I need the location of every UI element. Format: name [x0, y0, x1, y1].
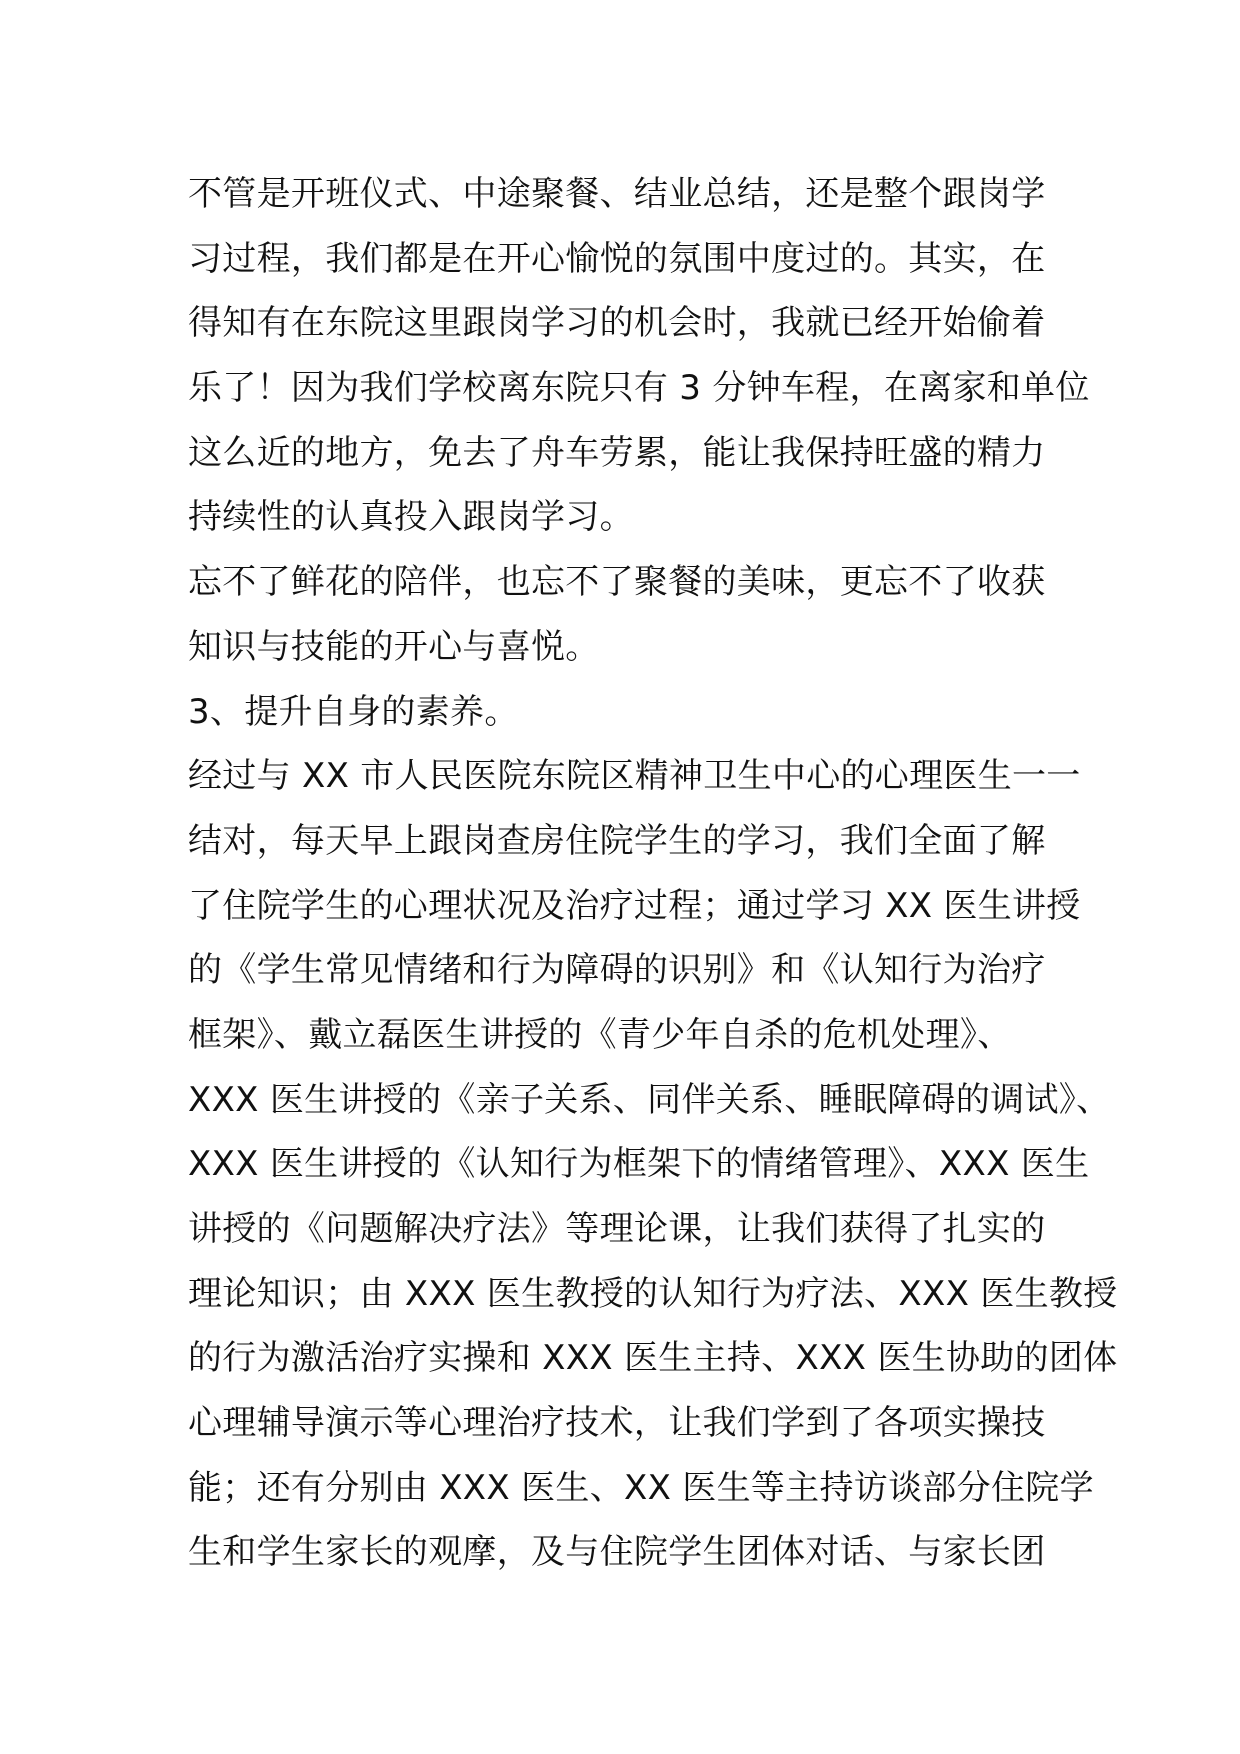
text-line: 经过与 XX 市人民医院东院区精神卫生中心的心理医生一一 [188, 756, 1081, 797]
text-line: 得知有在东院这里跟岗学习的机会时，我就已经开始偷着 [188, 303, 1046, 344]
text-line: 习过程，我们都是在开心愉悦的氛围中度过的。其实，在 [188, 238, 1046, 279]
text-line: 这么近的地方，免去了舟车劳累，能让我保持旺盛的精力 [188, 432, 1046, 473]
text-line: 不管是开班仪式、中途聚餐、结业总结，还是整个跟岗学 [188, 174, 1046, 214]
text-line: 结对，每天早上跟岗查房住院学生的学习，我们全面了解 [188, 820, 1046, 861]
text-line: 理论知识；由 XXX 医生教授的认知行为疗法、XXX 医生教授 [188, 1273, 1118, 1314]
text-line: 生和学生家长的观摩，及与住院学生团体对话、与家长团 [188, 1532, 1046, 1573]
text-line: 的《学生常见情绪和行为障碍的识别》和《认知行为治疗 [188, 950, 1046, 991]
text-line: 乐了！因为我们学校离东院只有 3 分钟车程，在离家和单位 [188, 368, 1090, 409]
text-line: 持续性的认真投入跟岗学习。 [188, 497, 634, 538]
text-line: 讲授的《问题解决疗法》等理论课，让我们获得了扎实的 [188, 1209, 1046, 1249]
body-text [188, 162, 1118, 1585]
text-line: XXX 医生讲授的《认知行为框架下的情绪管理》、XXX 医生 [188, 1144, 1090, 1185]
text-line: XXX 医生讲授的《亲子关系、同伴关系、睡眠障碍的调试》、 [188, 1079, 1111, 1120]
text-line: 框架》、戴立磊医生讲授的《青少年自杀的危机处理》、 [188, 1014, 1012, 1055]
text-line: 知识与技能的开心与喜悦。 [188, 626, 600, 667]
text-line: 心理辅导演示等心理治疗技术，让我们学到了各项实操技 [188, 1403, 1046, 1444]
text-line: 的行为激活治疗实操和 XXX 医生主持、XXX 医生协助的团体 [188, 1338, 1118, 1379]
section-heading: 3、提升自身的素养。 [188, 691, 519, 732]
text-line: 能；还有分别由 XXX 医生、XX 医生等主持访谈部分住院学 [188, 1467, 1094, 1508]
text-line: 了住院学生的心理状况及治疗过程；通过学习 XX 医生讲授 [188, 885, 1081, 926]
text-line: 忘不了鲜花的陪伴，也忘不了聚餐的美味，更忘不了收获 [188, 562, 1046, 603]
